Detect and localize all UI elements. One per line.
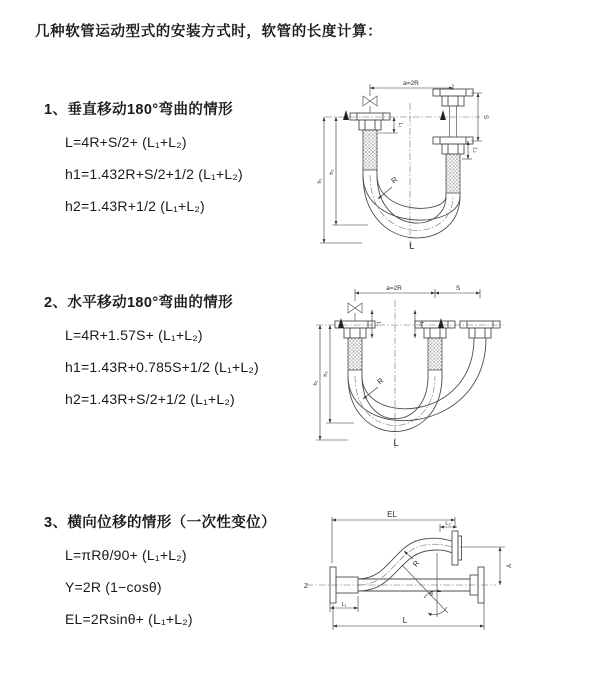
section-2-heading: 2、水平移动180°弯曲的情形	[44, 295, 234, 311]
dim-label-s: S	[482, 114, 488, 120]
diagram-lateral-displacement	[300, 505, 595, 650]
braided-hose-end-middle	[428, 338, 442, 370]
dim-l1	[330, 596, 358, 612]
dim-a2r	[370, 80, 453, 96]
braided-hose-end-left	[348, 338, 362, 370]
length-label: L	[409, 241, 415, 251]
dim-label-l1: L₁	[375, 321, 381, 327]
radius-callout	[378, 175, 400, 199]
dim-l2	[415, 310, 424, 338]
radius-label: R	[410, 558, 422, 569]
length-label: L	[393, 438, 399, 448]
dim-label-h1: h₁	[313, 380, 319, 386]
dim-label-l2: L₂	[445, 521, 451, 527]
section-3-heading: 3、横向位移的情形（一次性变位）	[44, 515, 276, 531]
formula-Y: Y=2R (1−cosθ)	[65, 579, 162, 595]
displaced-hose-curve	[358, 538, 452, 591]
diagram-horizontal-bend	[308, 278, 593, 453]
valve-icon	[348, 303, 362, 321]
direction-arrow-right	[440, 110, 446, 120]
radius-label: R	[375, 375, 386, 387]
dim-l	[333, 603, 484, 630]
section-lateral-displacement	[44, 511, 314, 635]
section-1-heading: 1、垂直移动180°弯曲的情形	[44, 102, 234, 118]
dim-label-a2r: a=2R	[386, 285, 402, 292]
hose-centerline	[370, 175, 453, 230]
formula-h2: h2=1.43R+1/2 (L₁+L₂)	[65, 198, 205, 214]
dim-l1	[372, 310, 381, 338]
dim-l1	[378, 117, 403, 133]
flange-left	[350, 113, 390, 130]
braided-hose-end-left	[363, 130, 377, 170]
hose-curves	[348, 338, 486, 432]
dim-label-h2: h₂	[329, 169, 335, 175]
radius-label: R	[389, 174, 400, 186]
dim-s	[435, 285, 480, 293]
formula-h1: h1=1.43R+0.785S+1/2 (L₁+L₂)	[65, 359, 259, 375]
formula-h2: h2=1.43R+S/2+1/2 (L₁+L₂)	[65, 391, 235, 407]
valve-icon	[363, 96, 377, 113]
angle-label: θ	[429, 591, 433, 598]
radius-callout	[363, 376, 386, 399]
dim-label-a2r: a=2R	[403, 80, 419, 87]
formula-h1: h1=1.432R+S/2+1/2 (L₁+L₂)	[65, 166, 243, 182]
dim-el	[332, 510, 455, 563]
flange-top-right	[452, 531, 462, 565]
dim-label-l2: L₂	[471, 147, 478, 153]
dim-label-h1: h₁	[317, 178, 323, 184]
formula-L: L=πRθ/90+ (L₁+L₂)	[65, 547, 187, 563]
section-vertical-movement	[44, 98, 314, 222]
dim-h2	[329, 117, 368, 225]
hose-curves	[363, 170, 460, 238]
flange-right-lower	[433, 137, 473, 154]
diagram-vertical-bend	[310, 75, 590, 260]
formula-L: L=4R+S/2+ (L₁+L₂)	[65, 134, 187, 150]
dim-label-l2: L₂	[418, 321, 424, 327]
flange-right-upper	[433, 89, 473, 106]
formula-EL: EL=2Rsinθ+ (L₁+L₂)	[65, 611, 193, 627]
direction-arrow-left	[338, 318, 344, 328]
dim-l2	[440, 521, 457, 532]
dim-label-l1: L₁	[341, 602, 347, 608]
direction-arrow-left	[343, 110, 349, 120]
formula-L: L=4R+1.57S+ (L₁+L₂)	[65, 327, 203, 343]
section-horizontal-movement	[44, 291, 314, 415]
dim-label-y: Y	[504, 563, 511, 569]
axis-break-mark: Z	[304, 583, 308, 590]
flange-right	[460, 321, 500, 338]
page-title: 几种软管运动型式的安装方式时，软管的长度计算：	[35, 24, 383, 40]
dim-label-l1: L₁	[397, 122, 403, 128]
dim-label-l: L	[402, 615, 408, 625]
dim-label-s: S	[455, 285, 461, 292]
direction-arrow-middle	[438, 318, 444, 328]
dim-label-h2: h₂	[323, 371, 329, 377]
braided-hose-end-right	[446, 154, 460, 193]
dim-h1	[317, 117, 362, 243]
dim-label-el: EL	[387, 510, 397, 519]
